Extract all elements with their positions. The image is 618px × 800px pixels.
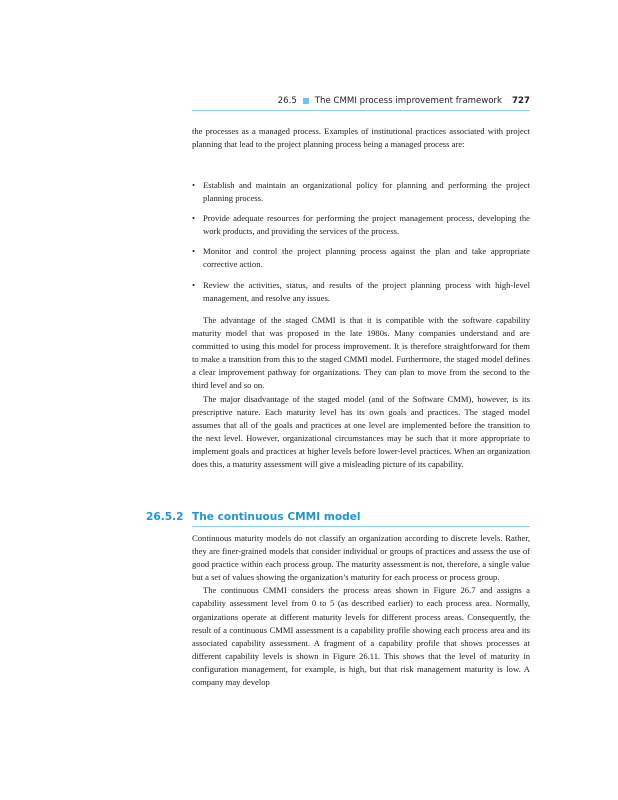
body-paragraph: The advantage of the staged CMMI is that it is compatible with the software capability maturity model that was proposed in the late 1980s. Many companies understand and are committed to using this model for process improvement. It is therefore straightforward for them to make a transition from this to the staged CMMI model. Furthermore, the staged model defines a clear improvement pathway for organizations. They can plan to move from the second to the third level and so on. xyxy=(192,315,530,391)
continuous-model-discussion xyxy=(192,532,530,689)
bullet-icon: • xyxy=(192,279,196,290)
list-item xyxy=(192,279,530,305)
header-section-number: 26.5 xyxy=(277,96,297,106)
bullet-icon: • xyxy=(192,213,196,224)
intro-paragraph: the processes as a managed process. Examples of institutional practices associated with project planning that lead to the project planning process being a managed process are: xyxy=(192,126,530,150)
bullet-icon: • xyxy=(192,246,196,257)
header-square-icon xyxy=(303,98,309,104)
staged-model-discussion xyxy=(192,314,530,471)
section-rule xyxy=(192,526,530,527)
header-title: The CMMI process improvement framework xyxy=(314,96,503,106)
practice-list xyxy=(192,179,530,305)
bullet-icon: • xyxy=(192,180,196,190)
page-number: 727 xyxy=(512,96,530,106)
section-title: The continuous CMMI model xyxy=(192,511,361,523)
body-paragraph: The major disadvantage of the staged model (and of the Software CMM), however, is its prescriptive nature. Each maturity level has its own goals and practices. The staged model assumes that all of the goals and practices at one level are implemented before the transition to the next level. However, organizational circumstances may be such that it more appropriate to implement goals and practices at higher levels before lower-level practices. When an organization does this, a maturity assessment will give a misleading picture of its capability. xyxy=(192,393,530,470)
list-item-text: Review the activities, status, and results of the project planning process with high-level management, and resolve any issues. xyxy=(203,279,530,303)
section-number: 26.5.2 xyxy=(146,511,184,523)
list-item xyxy=(192,179,530,205)
list-item-text: Monitor and control the project planning process against the plan and take appropriate corrective action. xyxy=(203,246,530,270)
intro-block xyxy=(192,125,530,151)
body-paragraph: The continuous CMMI considers the process areas shown in Figure 26.7 and assigns a capability assessment level from 0 to 5 (as described earlier) to each process area. Normally, organizations operate at different maturity levels for different process areas. Consequently, the result of a continuous CMMI assessment is a capability profile showing each process area and its associated capability assessment. A fragment of a capability profile that shows processes at different capability levels is shown in Figure 26.11. This shows that the level of maturity in configuration management, for example, is high, but that risk management maturity is low. A company may develop xyxy=(192,585,530,688)
running-header xyxy=(192,94,530,108)
list-item xyxy=(192,212,530,238)
bullet-list-block xyxy=(192,179,530,312)
list-item-text: Establish and maintain an organizational policy for planning and performing the project planning process. xyxy=(203,180,530,204)
list-item xyxy=(192,245,530,271)
body-paragraph: Continuous maturity models do not classify an organization according to discrete levels. Rather, they are finer-grained models that consider individual or groups of practices and assess the use of good practice within each process group. The maturity assessment is not, therefore, a single value but a set of values showing the organization’s maturity for each process or process group. xyxy=(192,533,530,583)
header-rule xyxy=(192,110,530,111)
list-item-text: Provide adequate resources for performing the project management process, developing the work products, and providing the services of the process. xyxy=(203,213,530,237)
